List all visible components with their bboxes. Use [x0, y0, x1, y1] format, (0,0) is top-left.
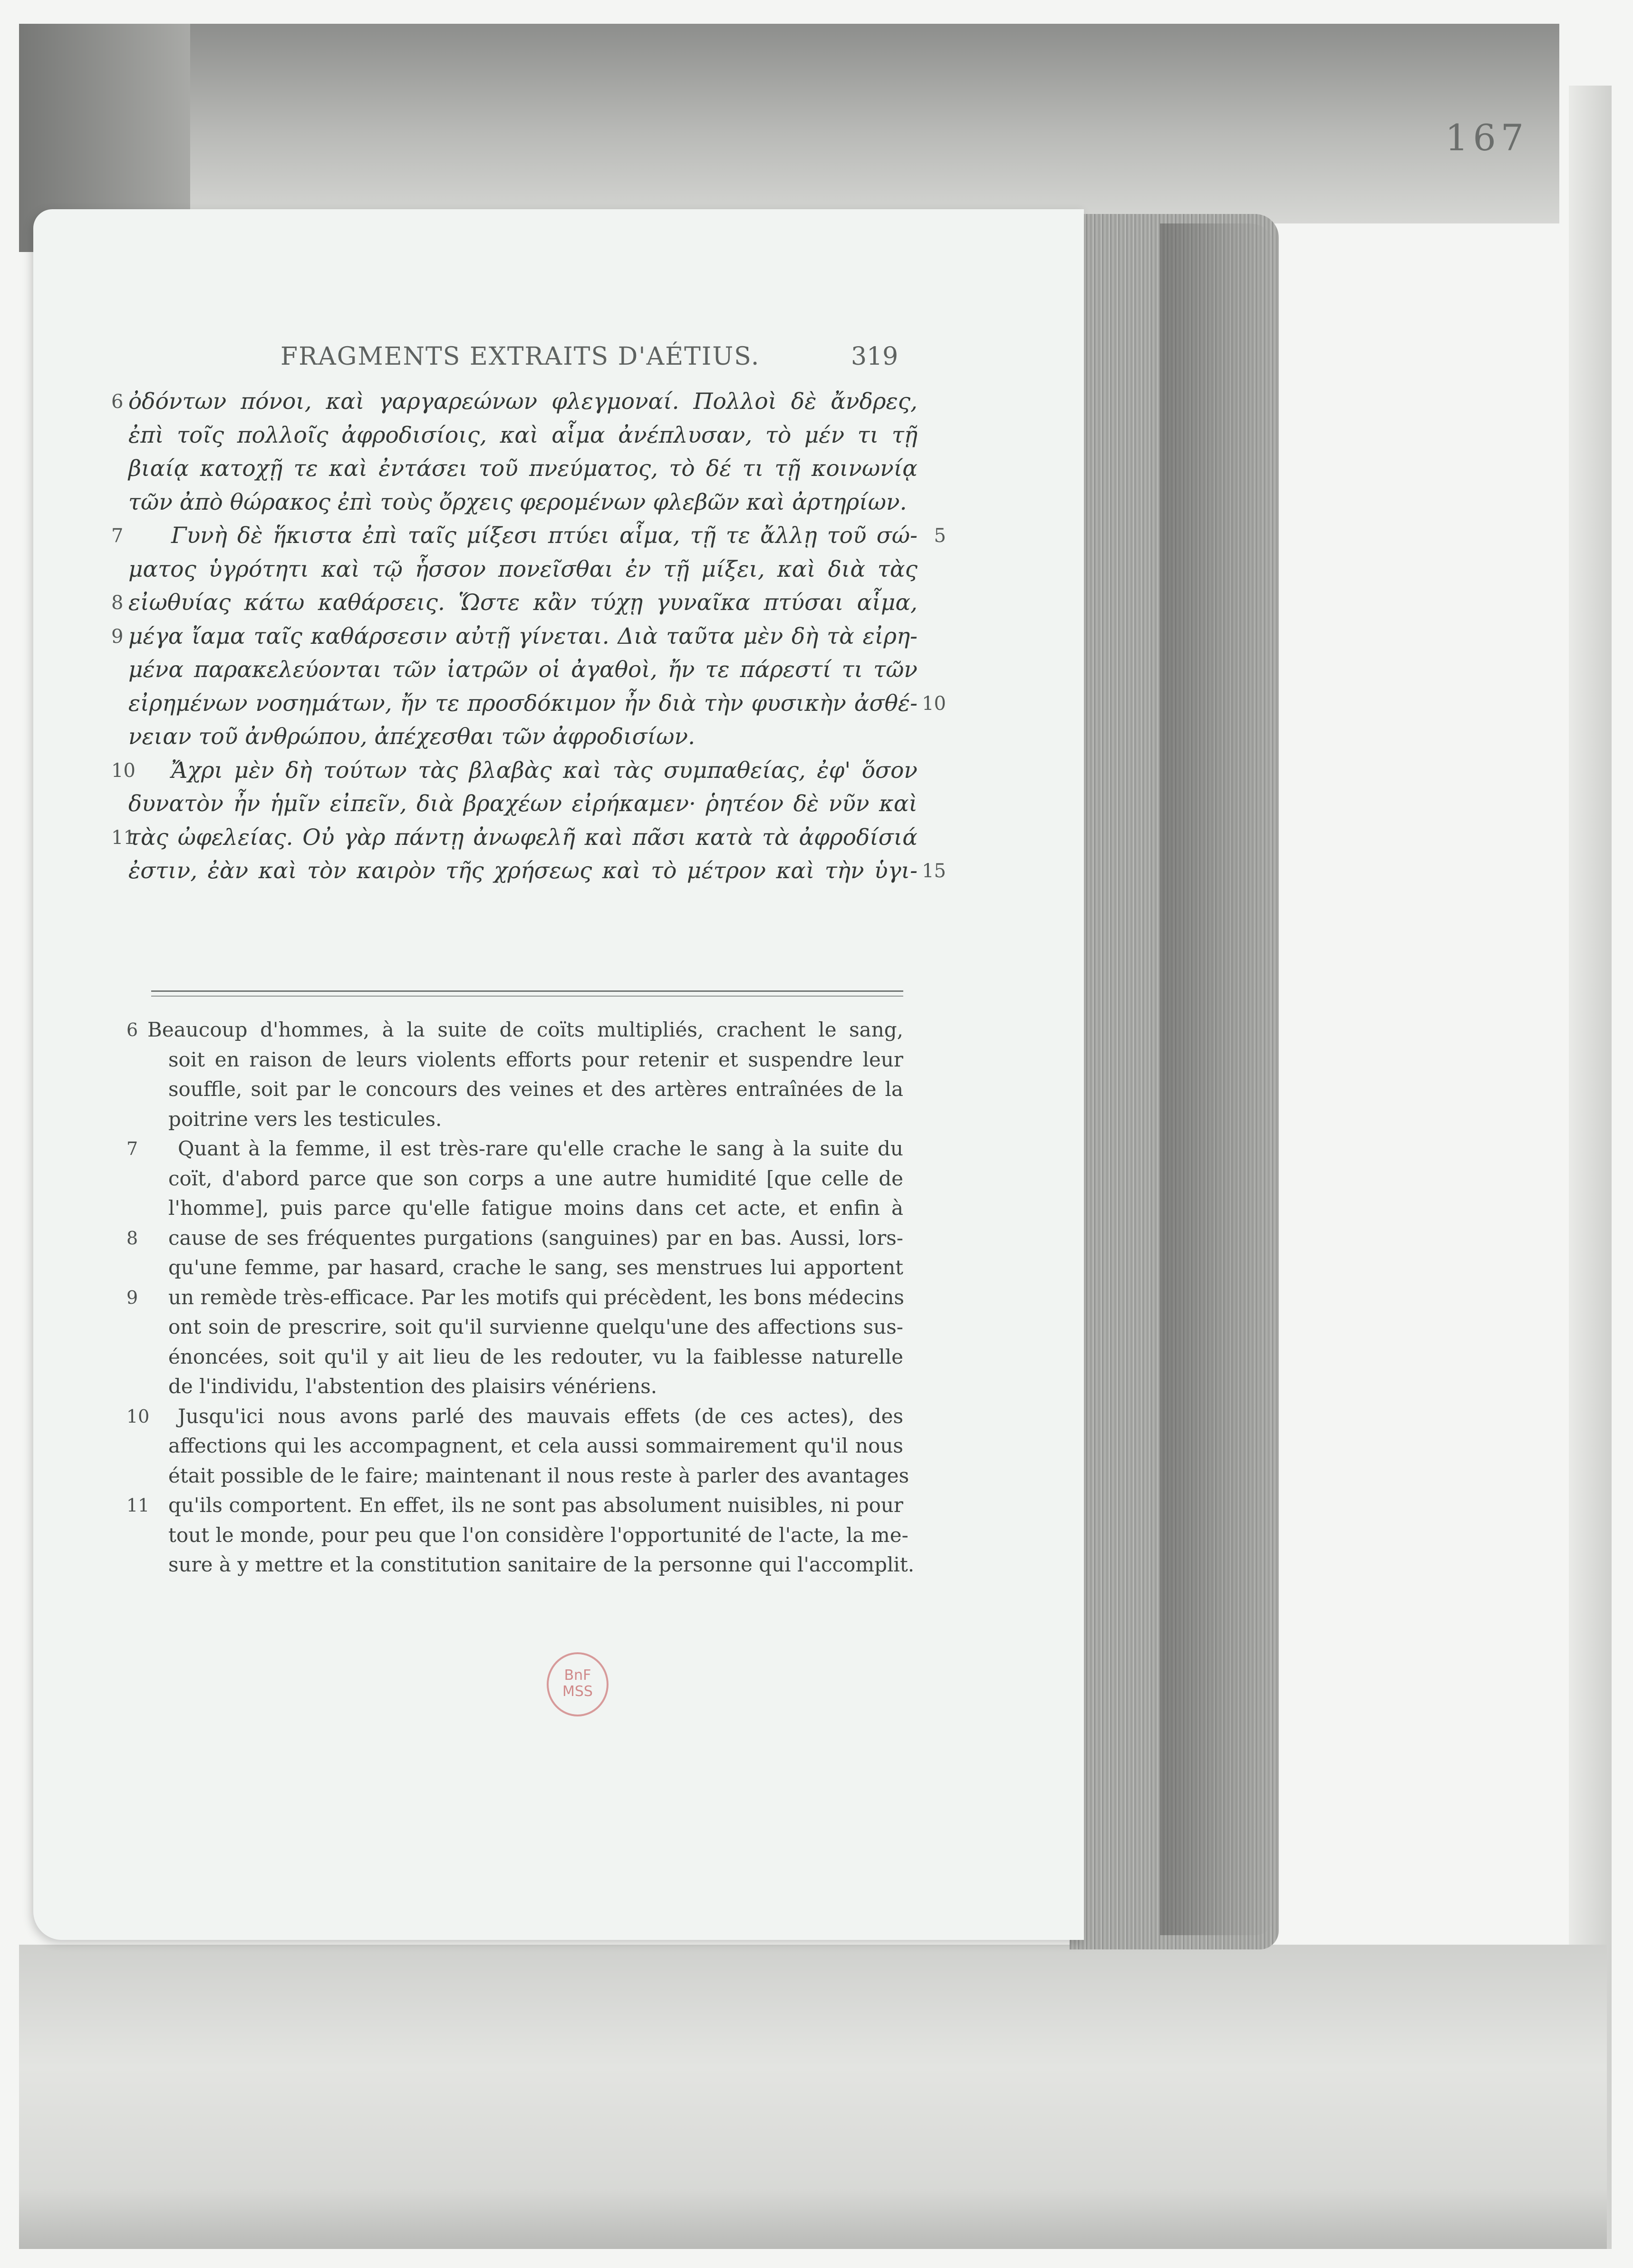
greek-line-text: εἰωθυίας κάτω καθάρσεις. Ὥστε κἂν τύχῃ γυναῖκα πτύσαι αἷμα, — [128, 590, 918, 616]
translation-line — [147, 1342, 903, 1372]
paragraph-number: 9 — [126, 1287, 138, 1308]
page-number: 319 — [851, 342, 899, 371]
paragraph-number: 8 — [126, 1227, 138, 1249]
translation-line — [147, 1045, 903, 1075]
greek-line-text: μένα παρακελεύονται τῶν ἰατρῶν οἱ ἀγαθοὶ, ἤν τε πάρεστί τι τῶν — [128, 657, 918, 683]
greek-line — [128, 486, 918, 520]
translation-line-text: Beaucoup d'hommes, à la suite de coïts multipliés, crachent le sang, — [147, 1018, 903, 1041]
translation-line-text: de l'individu, l'abstention des plaisirs vénériens. — [168, 1375, 657, 1398]
stamp-line: BnF — [564, 1667, 591, 1684]
greek-line-text: τὰς ὠφελείας. Οὐ γὰρ πάντῃ ἀνωφελῆ καὶ πᾶσι κατὰ τὰ ἀφροδίσιά — [128, 824, 918, 851]
translation-line-text: était possible de le faire; maintenant il nous reste à parler des avantages — [168, 1464, 909, 1487]
paragraph-number: 11 — [126, 1495, 150, 1516]
translation-line-text: souffle, soit par le concours des veines et des artères entraînées de la — [168, 1077, 903, 1101]
book-fore-edge-shadow — [1160, 223, 1274, 1935]
greek-line — [128, 452, 918, 486]
translation-line-text: poitrine vers les testicules. — [168, 1107, 442, 1131]
translation-line — [147, 1550, 915, 1580]
running-head: FRAGMENTS EXTRAITS D'AÉTIUS. — [280, 342, 760, 371]
translation-line — [147, 1461, 909, 1491]
paragraph-number: 10 — [111, 759, 135, 782]
greek-line-text: Ἄχρι μὲν δὴ τούτων τὰς βλαβὰς καὶ τὰς συμπαθείας, ἐφ' ὅσον — [171, 757, 918, 784]
greek-line — [128, 419, 918, 453]
line-number: 15 — [922, 860, 946, 882]
greek-line — [128, 687, 946, 721]
greek-line-text: εἰρημένων νοσημάτων, ἤν τε προσδόκιμον ἦν διὰ τὴν φυσικὴν ἀσθέ- — [128, 690, 918, 717]
translation-line-text: sure à y mettre et la constitution sanitaire de la personne qui l'accomplit. — [168, 1553, 915, 1576]
line-number: 10 — [922, 692, 946, 715]
translation-line-text: l'homme], puis parce qu'elle fatigue moins dans cet acte, et enfin à — [168, 1196, 903, 1220]
greek-line-text: νειαν τοῦ ἀνθρώπου, ἀπέχεσθαι τῶν ἀφροδισίων. — [128, 724, 696, 750]
translation-line-text: cause de ses fréquentes purgations (sanguines) par en bas. Aussi, lors- — [168, 1226, 903, 1250]
line-number: 5 — [934, 525, 946, 547]
greek-text — [111, 385, 946, 888]
greek-line — [111, 519, 946, 553]
scan-shadow-bottom — [19, 1945, 1607, 2249]
translation-line-text: soit en raison de leurs violents efforts pour retenir et suspendre leur — [168, 1047, 903, 1071]
translation-line-text: qu'ils comportent. En effet, ils ne sont pas absolument nuisibles, ni pour — [168, 1493, 903, 1517]
scan-margin-right — [1569, 86, 1612, 2249]
paragraph-number: 11 — [111, 826, 135, 849]
translation-line — [147, 1372, 903, 1402]
translation-line — [126, 1015, 903, 1045]
paragraph-number: 8 — [111, 592, 124, 614]
french-translation — [126, 1015, 915, 1580]
greek-line-text: ματος ὑγρότητι καὶ τῷ ἧσσον πονεῖσθαι ἐν τῇ μίξει, καὶ διὰ τὰς — [128, 556, 918, 582]
greek-line — [111, 586, 918, 620]
translation-line-text: tout le monde, pour peu que l'on considère l'opportunité de l'acte, la me- — [168, 1523, 908, 1547]
translation-line — [147, 1521, 908, 1551]
greek-line — [111, 620, 918, 654]
stamp-line: MSS — [562, 1683, 593, 1700]
greek-line — [128, 787, 918, 821]
greek-line — [128, 720, 918, 754]
translation-line-text: un remède très-efficace. Par les motifs qui précèdent, les bons médecins — [168, 1285, 904, 1309]
translation-line — [147, 1312, 903, 1342]
greek-line-text: δυνατὸν ἦν ἡμῖν εἰπεῖν, διὰ βραχέων εἰρήκαμεν· ῥητέον δὲ νῦν καὶ — [128, 791, 918, 817]
translation-line — [126, 1283, 904, 1313]
greek-line-text: βιαίᾳ κατοχῇ τε καὶ ἐντάσει τοῦ πνεύματος, τὸ δέ τι τῇ κοινωνίᾳ — [128, 456, 918, 482]
translation-line — [147, 1431, 903, 1461]
greek-line-text: μέγα ἴαμα ταῖς καθάρσεσιν αὐτῇ γίνεται. Διὰ ταῦτα μὲν δὴ τὰ εἰρη- — [128, 623, 918, 649]
paragraph-number: 6 — [111, 391, 124, 413]
paragraph-number: 6 — [126, 1019, 138, 1040]
greek-line-text: ἐπὶ τοῖς πολλοῖς ἀφροδισίοις, καὶ αἷμα ἀνέπλυσαν, τὸ μέν τι τῇ — [128, 422, 918, 448]
greek-line-text: ὀδόντων πόνοι, καὶ γαργαρεώνων φλεγμοναί. Πολλοὶ δὲ ἄνδρες, — [128, 388, 918, 415]
greek-line — [111, 385, 918, 419]
translation-line-text: Quant à la femme, il est très-rare qu'elle crache le sang à la suite du — [178, 1137, 903, 1160]
translation-line — [126, 1402, 903, 1432]
scan-shadow-top — [19, 24, 1559, 223]
greek-line — [128, 653, 918, 687]
paragraph-number: 7 — [126, 1138, 138, 1159]
translation-line-text: énoncées, soit qu'il y ait lieu de les redouter, vu la faiblesse naturelle — [168, 1345, 903, 1368]
folio-number: 167 — [1445, 116, 1529, 159]
greek-line-text: ἐστιν, ἐὰν καὶ τὸν καιρὸν τῆς χρήσεως καὶ τὸ μέτρον καὶ τὴν ὑγι- — [128, 858, 918, 884]
paragraph-number: 9 — [111, 625, 124, 648]
library-stamp — [547, 1652, 609, 1716]
translation-line-text: affections qui les accompagnent, et cela aussi sommairement qu'il nous — [168, 1434, 903, 1457]
translation-line — [147, 1105, 903, 1134]
translation-line — [126, 1134, 903, 1164]
greek-line-text: τῶν ἀπὸ θώρακος ἐπὶ τοὺς ὄρχεις φερομένων φλεβῶν καὶ ἀρτηρίων. — [128, 489, 907, 515]
greek-line — [111, 821, 918, 855]
translation-line — [147, 1253, 903, 1283]
translation-line — [126, 1491, 903, 1521]
greek-line-text: Γυνὴ δὲ ἥκιστα ἐπὶ ταῖς μίξεσι πτύει αἷμα, τῇ τε ἄλλῃ τοῦ σώ- — [171, 523, 918, 549]
greek-line — [128, 553, 918, 587]
separator-rule — [151, 990, 903, 992]
translation-line — [126, 1223, 903, 1253]
translation-line-text: Jusqu'ici nous avons parlé des mauvais effets (de ces actes), des — [178, 1404, 903, 1428]
translation-line — [147, 1164, 903, 1194]
translation-line-text: coït, d'abord parce que son corps a une autre humidité [que celle de — [168, 1166, 903, 1190]
paragraph-number: 7 — [111, 525, 124, 547]
translation-line — [147, 1193, 903, 1223]
separator-rule-thin — [151, 996, 903, 997]
paragraph-number: 10 — [126, 1405, 150, 1427]
greek-line — [111, 754, 918, 788]
translation-line — [147, 1075, 903, 1105]
greek-line — [128, 854, 946, 888]
translation-line-text: ont soin de prescrire, soit qu'il survienne quelqu'une des affections sus- — [168, 1315, 903, 1338]
translation-line-text: qu'une femme, par hasard, crache le sang, ses menstrues lui apportent — [168, 1256, 903, 1279]
